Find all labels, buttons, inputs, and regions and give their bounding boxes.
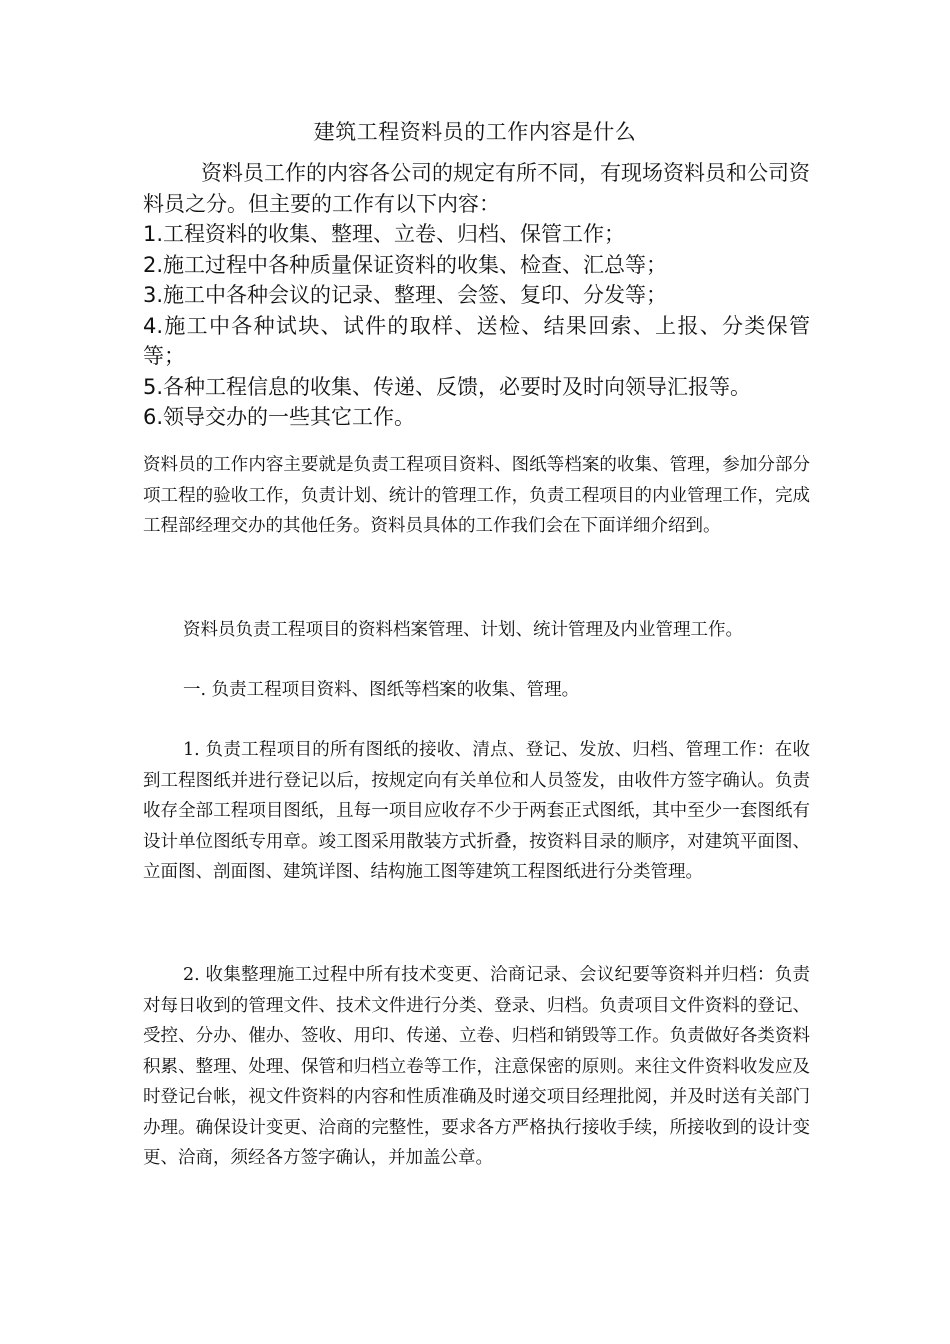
summary-paragraph [143, 450, 810, 542]
intro-list-item: 3.施工中各种会议的记录、整理、会签、复印、分发等； [143, 283, 668, 307]
intro-list-item: 2.施工过程中各种质量保证资料的收集、检查、汇总等； [143, 252, 668, 277]
item-1-text: 1. 负责工程项目的所有图纸的接收、清点、登记、发放、归档、管理工作：在收到工程图纸并进行登记以后，按规定向有关单位和人员签发，由收件方签字确认。负责收存全部工程项目图纸，且每一项目应收存不少于两套正式图纸，其中至少一套图纸有设计单位图纸专用章。竣工图采用散装方式折叠，按资料目录的顺序，对建筑平面图、立面图、剖面图、建筑详图、结构施工图等建筑工程图纸进行分类管理。 [143, 740, 810, 882]
summary-text: 资料员的工作内容主要就是负责工程项目资料、图纸等档案的收集、管理，参加分部分项工程的验收工作，负责计划、统计的管理工作，负责工程项目的内业管理工作，完成工程部经理交办的其他任务。资料员具体的工作我们会在下面详细介绍到。 [143, 455, 810, 536]
duty-text: 资料员负责工程项目的资料档案管理、计划、统计管理及内业管理工作。 [183, 620, 743, 640]
intro-list-item: 4.施工中各种试块、试件的取样、送检、结果回索、上报、分类保管等； [143, 313, 810, 368]
intro-lead-paragraph: 资料员工作的内容各公司的规定有所不同，有现场资料员和公司资料员之分。但主要的工作有以下内容： [143, 161, 810, 216]
item-2-paragraph [143, 960, 810, 1174]
intro-block [143, 158, 810, 433]
duty-paragraph [143, 615, 810, 646]
item-2-text: 2. 收集整理施工过程中所有技术变更、洽商记录、会议纪要等资料并归档：负责对每日收到的管理文件、技术文件进行分类、登录、归档。负责项目文件资料的登记、受控、分办、催办、签收、用印、传递、立卷、归档和销毁等工作。负责做好各类资料积累、整理、处理、保管和归档立卷等工作，注意保密的原则。来往文件资料收发应及时登记台帐，视文件资料的内容和性质准确及时递交项目经理批阅，并及时送有关部门办理。确保设计变更、洽商的完整性，要求各方严格执行接收手续，所接收到的设计变更、洽商，须经各方签字确认，并加盖公章。 [143, 965, 810, 1168]
section-heading-text: 一. 负责工程项目资料、图纸等档案的收集、管理。 [183, 680, 580, 700]
intro-list-item: 6.领导交办的一些其它工作。 [143, 405, 416, 429]
item-1-paragraph [143, 735, 810, 888]
section-heading-1 [143, 675, 810, 706]
intro-list-item: 1.工程资料的收集、整理、立卷、归档、保管工作； [143, 222, 626, 246]
intro-list-item: 5.各种工程信息的收集、传递、反馈，必要时及时向领导汇报等。 [143, 374, 752, 399]
document-title: 建筑工程资料员的工作内容是什么 [313, 120, 637, 144]
